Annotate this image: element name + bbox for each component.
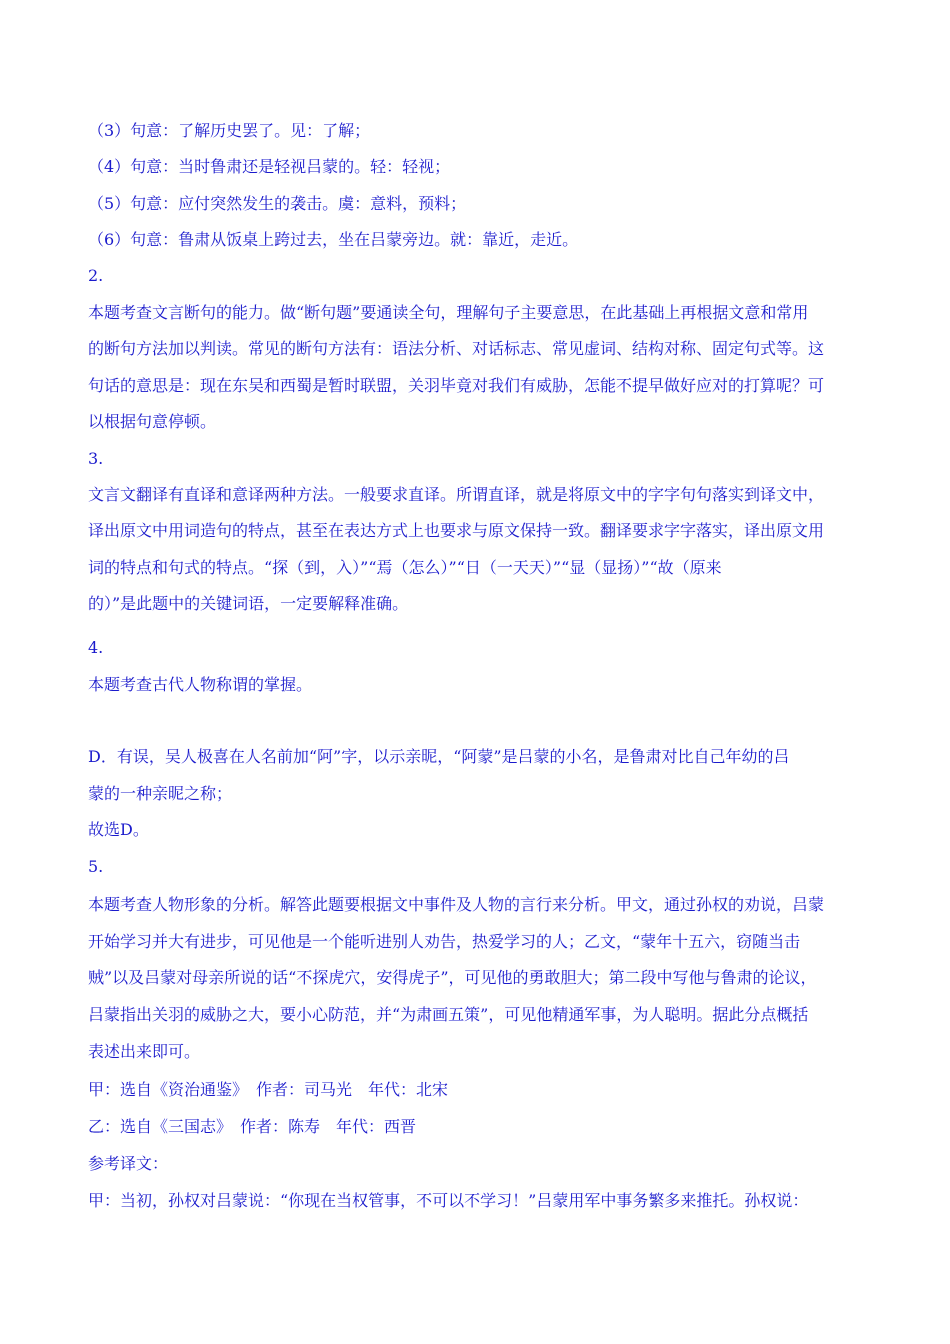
text-line: 句话的意思是：现在东吴和西蜀是暂时联盟，关羽毕竟对我们有威胁，怎能不提早做好应对的打算呢？可 — [88, 376, 825, 395]
text-line: （3）句意：了解历史罢了。见：了解； — [88, 121, 371, 140]
question-number: 2. — [88, 266, 104, 285]
text-line: 贼”以及吕蒙对母亲所说的话“不探虎穴，安得虎子”，可见他的勇敢胆大；第二段中写他与鲁肃的论议， — [88, 968, 817, 987]
text-line: 参考译文： — [88, 1154, 169, 1173]
text-line: 开始学习并大有进步，可见他是一个能听进别人劝告，热爱学习的人；乙文，“蒙年十五六，窃随当击 — [88, 932, 801, 951]
text-line: 吕蒙指出关羽的威胁之大，要小心防范，并“为肃画五策”，可见他精通军事，为人聪明。据此分点概括 — [88, 1005, 809, 1024]
text-line: 词的特点和句式的特点。“探（到，入）”“焉（怎么）”“日（一天天）”“显（显扬）”“故（原来 — [88, 558, 722, 577]
text-line: （6）句意：鲁肃从饭桌上跨过去，坐在吕蒙旁边。就：靠近，走近。 — [88, 230, 579, 249]
text-line: 的）”是此题中的关键词语，一定要解释准确。 — [88, 594, 409, 613]
text-line: 甲：当初，孙权对吕蒙说：“你现在当权管事，不可以不学习！”吕蒙用军中事务繁多来推托。孙权说： — [88, 1191, 809, 1210]
text-line: 蒙的一种亲昵之称； — [88, 784, 233, 803]
text-line: 本题考查人物形象的分析。解答此题要根据文中事件及人物的言行来分析。甲文，通过孙权的劝说，吕蒙 — [88, 895, 825, 914]
text-line: 文言文翻译有直译和意译两种方法。一般要求直译。所谓直译，就是将原文中的字字句句落实到译文中， — [88, 485, 825, 504]
text-line: 甲：选自《资治通鉴》 作者：司马光 年代：北宋 — [88, 1080, 449, 1099]
question-number: 5. — [88, 857, 104, 876]
text-line: 本题考查古代人物称谓的掌握。 — [88, 675, 313, 694]
text-line: （4）句意：当时鲁肃还是轻视吕蒙的。轻：轻视； — [88, 157, 451, 176]
text-line: 乙：选自《三国志》 作者：陈寿 年代：西晋 — [88, 1117, 417, 1136]
text-line: 本题考查文言断句的能力。做“断句题”要通读全句，理解句子主要意思，在此基础上再根据文意和常用 — [88, 303, 809, 322]
text-line: 译出原文中用词造句的特点，甚至在表达方式上也要求与原文保持一致。翻译要求字字落实，译出原文用 — [88, 521, 825, 540]
text-line: 以根据句意停顿。 — [88, 412, 217, 431]
question-number: 4. — [88, 638, 104, 657]
question-number: 3. — [88, 449, 104, 468]
text-line: 表述出来即可。 — [88, 1042, 201, 1061]
text-line: （5）句意：应付突然发生的袭击。虞：意料，预料； — [88, 194, 467, 213]
text-line: 故选D。 — [88, 820, 149, 839]
text-line: D．有误，吴人极喜在人名前加“阿”字，以示亲昵，“阿蒙”是吕蒙的小名，是鲁肃对比自己年幼的吕 — [88, 747, 790, 766]
text-line: 的断句方法加以判读。常见的断句方法有：语法分析、对话标志、常见虚词、结构对称、固定句式等。这 — [88, 339, 825, 358]
